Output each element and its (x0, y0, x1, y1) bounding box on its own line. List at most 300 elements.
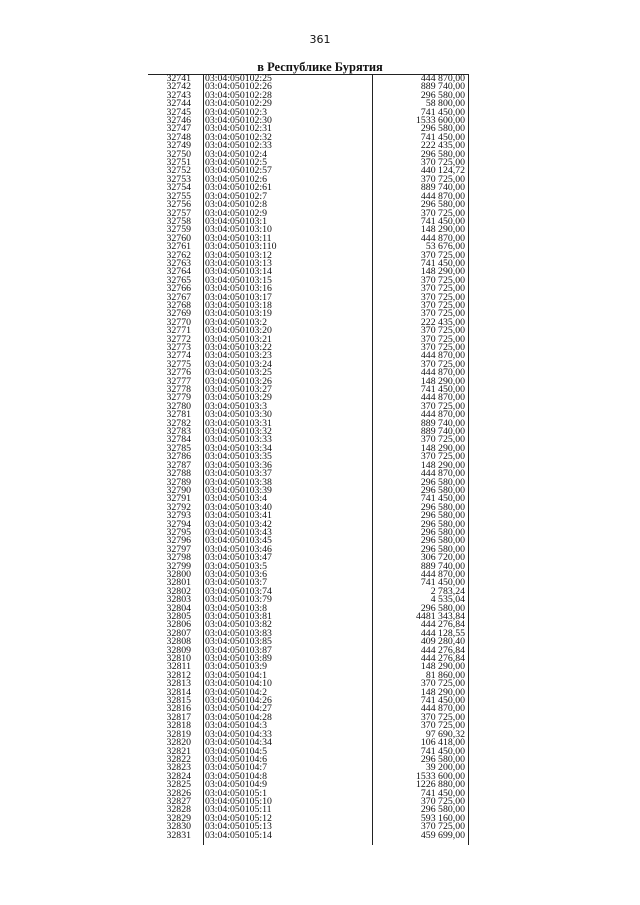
cadastral-value: 296 580,00 (420, 535, 465, 547)
cadastral-value: 148 290,00 (420, 266, 465, 278)
table-row (148, 184, 468, 192)
table-row (148, 243, 468, 251)
cadastral-number: 03:04:050102:9 (205, 207, 268, 219)
cadastral-value: 148 290,00 (420, 375, 465, 387)
table-row (148, 83, 468, 91)
table-body (148, 75, 468, 840)
cadastral-value: 296 580,00 (420, 123, 465, 135)
row-number: 32792 (166, 501, 191, 513)
cadastral-value: 2 783,24 (430, 585, 465, 597)
table-row (148, 663, 468, 671)
table-row (148, 159, 468, 167)
table-row (148, 215, 468, 227)
table-row (148, 518, 468, 530)
row-number: 32817 (166, 711, 191, 723)
row-number: 32755 (166, 190, 191, 202)
row-number: 32805 (166, 611, 191, 622)
page-number: 361 (309, 33, 331, 46)
table-row (148, 117, 468, 125)
cadastral-number: 03:04:050103:43 (205, 526, 272, 538)
cadastral-number: 03:04:050103:19 (205, 308, 272, 320)
cadastral-value: 444 276,84 (420, 619, 465, 631)
row-number: 32828 (166, 804, 191, 816)
row-number: 32785 (166, 442, 191, 454)
row-number: 32776 (166, 367, 191, 379)
row-number: 32800 (166, 568, 191, 580)
cadastral-value: 444 870,00 (420, 367, 465, 379)
row-number: 32762 (166, 249, 191, 261)
table-row (148, 386, 468, 394)
cadastral-number: 03:04:050102:5 (205, 157, 268, 169)
row-number: 32745 (166, 106, 191, 118)
row-number: 32773 (166, 342, 191, 353)
cadastral-value: 370 725,00 (420, 249, 465, 261)
table-row (148, 705, 468, 713)
cadastral-number: 03:04:050103:74 (205, 585, 272, 597)
table-row (148, 453, 468, 461)
cadastral-value: 444 870,00 (420, 409, 465, 421)
row-number: 32824 (166, 770, 191, 782)
cadastral-value: 459 699,00 (420, 829, 465, 841)
table-row (148, 476, 468, 488)
row-number: 32799 (166, 560, 191, 572)
row-number: 32807 (166, 627, 191, 639)
cadastral-value: 741 450,00 (420, 577, 465, 589)
cadastral-value: 370 725,00 (420, 173, 465, 185)
cadastral-number: 03:04:050105:12 (205, 812, 272, 824)
table-row (148, 207, 468, 219)
table-row (148, 512, 468, 520)
table-row (148, 299, 468, 311)
table-row (148, 568, 468, 580)
table-row (148, 394, 468, 402)
cadastral-number: 03:04:050104:26 (205, 695, 272, 707)
cadastral-value: 741 450,00 (420, 106, 465, 118)
table-row (148, 781, 468, 789)
cadastral-number: 03:04:050104:7 (205, 762, 268, 774)
table-row (148, 369, 468, 377)
table-row (148, 745, 468, 757)
cadastral-number: 03:04:050102:7 (205, 190, 268, 202)
cadastral-number: 03:04:050103:87 (205, 644, 272, 656)
row-number: 32775 (166, 358, 191, 370)
cadastral-number: 03:04:050103:35 (205, 451, 272, 463)
cadastral-value: 370 725,00 (420, 400, 465, 412)
row-number: 32788 (166, 468, 191, 480)
cadastral-number: 03:04:050103:40 (205, 501, 272, 513)
row-number: 32760 (166, 232, 191, 244)
table-row (148, 554, 468, 562)
cadastral-number: 03:04:050103:45 (205, 535, 272, 547)
table-row (148, 249, 468, 261)
cadastral-number: 03:04:050102:61 (205, 182, 272, 194)
row-number: 32753 (166, 173, 191, 185)
cadastral-value: 889 740,00 (420, 81, 465, 93)
table-row (148, 428, 468, 436)
cadastral-number: 03:04:050103:6 (205, 568, 268, 580)
table-row (148, 627, 468, 639)
cadastral-number: 03:04:050103:2 (205, 316, 268, 328)
table-row (148, 148, 468, 160)
table-row (148, 728, 468, 740)
row-number: 32798 (166, 552, 191, 564)
cadastral-number: 03:04:050104:2 (205, 686, 268, 698)
cadastral-number: 03:04:050103:85 (205, 636, 272, 648)
cadastral-value: 296 580,00 (420, 476, 465, 488)
row-number: 32825 (166, 779, 191, 791)
cadastral-number: 03:04:050104:10 (205, 678, 272, 690)
row-number: 32796 (166, 535, 191, 547)
table-row (148, 125, 468, 133)
cadastral-number: 03:04:050103:12 (205, 249, 272, 261)
row-number: 32811 (166, 661, 191, 673)
cadastral-number: 03:04:050103:15 (205, 274, 272, 286)
table-row (148, 579, 468, 587)
cadastral-value: 296 580,00 (420, 148, 465, 160)
table-row (148, 442, 468, 454)
cadastral-value: 370 725,00 (420, 299, 465, 311)
table-row (148, 484, 468, 496)
cadastral-value: 296 580,00 (420, 753, 465, 765)
row-number: 32813 (166, 678, 191, 690)
cadastral-value: 296 580,00 (420, 89, 465, 101)
table-row (148, 100, 468, 108)
cadastral-number: 03:04:050103:47 (205, 552, 272, 564)
row-number: 32794 (166, 518, 191, 530)
table-row (148, 89, 468, 101)
row-number: 32810 (166, 653, 191, 665)
row-number: 32742 (166, 81, 191, 93)
row-number: 32766 (166, 283, 191, 295)
table-row (148, 201, 468, 209)
row-number: 32746 (166, 115, 191, 127)
table-row (148, 585, 468, 597)
cadastral-number: 03:04:050103:27 (205, 384, 272, 396)
row-number: 32765 (166, 274, 191, 286)
cadastral-value: 593 160,00 (420, 812, 465, 824)
row-number: 32763 (166, 257, 191, 269)
cadastral-number: 03:04:050102:33 (205, 140, 272, 152)
row-number: 32759 (166, 224, 191, 236)
cadastral-number: 03:04:050104:33 (205, 728, 272, 740)
table-row (148, 411, 468, 419)
cadastral-value: 4481 343,84 (416, 611, 465, 622)
cadastral-value: 741 450,00 (420, 493, 465, 505)
row-number: 32823 (166, 762, 191, 774)
cadastral-number: 03:04:050104:34 (205, 737, 272, 749)
cadastral-number: 03:04:050105:1 (205, 787, 268, 799)
cadastral-value: 106 418,00 (420, 737, 465, 749)
cadastral-number: 03:04:050103:29 (205, 392, 272, 404)
cadastral-value: 222 435,00 (420, 140, 465, 152)
cadastral-value: 296 580,00 (420, 518, 465, 530)
row-number: 32748 (166, 131, 191, 143)
table-row (148, 358, 468, 370)
row-number: 32782 (166, 417, 191, 429)
cadastral-number: 03:04:050103:7 (205, 577, 268, 589)
cadastral-value: 296 580,00 (420, 484, 465, 496)
cadastral-value: 296 580,00 (420, 804, 465, 816)
row-number: 32784 (166, 434, 191, 446)
row-number: 32774 (166, 350, 191, 362)
cadastral-number: 03:04:050104:28 (205, 711, 272, 723)
table-row (148, 436, 468, 444)
table-row (148, 621, 468, 629)
cadastral-value: 296 580,00 (420, 602, 465, 614)
row-number: 32803 (166, 594, 191, 606)
cadastral-value: 370 725,00 (420, 451, 465, 463)
table-row (148, 167, 468, 175)
table-row (148, 232, 468, 244)
cadastral-number: 03:04:050102:4 (205, 148, 268, 160)
cadastral-value: 1533 600,00 (416, 115, 465, 127)
cadastral-number: 03:04:050102:25 (205, 73, 272, 84)
cadastral-number: 03:04:050103:79 (205, 594, 272, 606)
row-number: 32768 (166, 299, 191, 311)
cadastral-number: 03:04:050104:9 (205, 779, 268, 791)
row-number: 32769 (166, 308, 191, 320)
row-number: 32815 (166, 695, 191, 707)
table-row (148, 669, 468, 681)
cadastral-value: 370 725,00 (420, 333, 465, 345)
cadastral-value: 889 740,00 (420, 426, 465, 438)
table-row (148, 644, 468, 656)
cadastral-value: 409 280,40 (420, 636, 465, 648)
row-number: 32777 (166, 375, 191, 387)
table-row (148, 795, 468, 807)
row-number: 32822 (166, 753, 191, 765)
cadastral-value: 444 870,00 (420, 350, 465, 362)
row-number: 32801 (166, 577, 191, 589)
cadastral-number: 03:04:050103:26 (205, 375, 272, 387)
cadastral-value: 222 435,00 (420, 316, 465, 328)
row-number: 32743 (166, 89, 191, 101)
row-number: 32818 (166, 720, 191, 732)
table-row (148, 310, 468, 318)
data-table (148, 74, 469, 845)
cadastral-value: 370 725,00 (420, 358, 465, 370)
table-row (148, 806, 468, 814)
cadastral-value: 296 580,00 (420, 543, 465, 555)
cadastral-value: 741 450,00 (420, 384, 465, 396)
cadastral-value: 81 860,00 (425, 669, 465, 681)
row-number: 32804 (166, 602, 191, 614)
cadastral-number: 03:04:050103:110 (205, 241, 277, 253)
table-row (148, 173, 468, 185)
cadastral-value: 444 128,55 (420, 627, 465, 639)
cadastral-value: 440 124,72 (420, 165, 465, 177)
cadastral-value: 370 725,00 (420, 720, 465, 732)
cadastral-value: 741 450,00 (420, 745, 465, 757)
cadastral-number: 03:04:050105:11 (205, 804, 272, 816)
table-row (148, 697, 468, 705)
table-row (148, 501, 468, 513)
cadastral-value: 148 290,00 (420, 686, 465, 698)
cadastral-number: 03:04:050103:37 (205, 468, 272, 480)
cadastral-value: 370 725,00 (420, 678, 465, 690)
cadastral-value: 889 740,00 (420, 417, 465, 429)
table-row (148, 333, 468, 345)
table-row (148, 470, 468, 478)
cadastral-value: 296 580,00 (420, 510, 465, 522)
cadastral-value: 741 450,00 (420, 787, 465, 799)
row-number: 32814 (166, 686, 191, 698)
row-number: 32744 (166, 98, 191, 110)
table-row (148, 680, 468, 688)
cadastral-value: 741 450,00 (420, 695, 465, 707)
row-number: 32749 (166, 140, 191, 152)
cadastral-value: 370 725,00 (420, 291, 465, 303)
table-row (148, 274, 468, 286)
row-number: 32770 (166, 316, 191, 328)
table-row (148, 285, 468, 293)
cadastral-value: 444 870,00 (420, 190, 465, 202)
table-row (148, 226, 468, 234)
table-row (148, 190, 468, 202)
cadastral-value: 53 676,00 (425, 241, 465, 253)
cadastral-value: 444 276,84 (420, 653, 465, 665)
cadastral-value: 58 800,00 (425, 98, 465, 110)
table-row (148, 829, 468, 841)
cadastral-number: 03:04:050103:89 (205, 653, 272, 665)
cadastral-number: 03:04:050103:33 (205, 434, 272, 446)
table-row (148, 459, 468, 471)
row-number: 32789 (166, 476, 191, 488)
row-number: 32812 (166, 669, 191, 681)
table-row (148, 812, 468, 824)
table-row (148, 739, 468, 747)
cadastral-value: 741 450,00 (420, 257, 465, 269)
cadastral-number: 03:04:050102:8 (205, 199, 268, 211)
row-number: 32761 (166, 241, 191, 253)
cadastral-number: 03:04:050102:3 (205, 106, 268, 118)
table-row (148, 316, 468, 328)
cadastral-number: 03:04:050105:10 (205, 795, 272, 807)
cadastral-number: 03:04:050103:22 (205, 342, 272, 353)
column-divider (468, 75, 469, 845)
row-number: 32830 (166, 821, 191, 833)
cadastral-number: 03:04:050103:16 (205, 283, 272, 295)
table-row (148, 375, 468, 387)
row-number: 32809 (166, 644, 191, 656)
cadastral-number: 03:04:050104:1 (205, 669, 268, 681)
cadastral-number: 03:04:050104:6 (205, 753, 268, 765)
table-row (148, 495, 468, 503)
cadastral-number: 03:04:050103:9 (205, 661, 268, 673)
table-row (148, 722, 468, 730)
table-row (148, 655, 468, 663)
row-number: 32826 (166, 787, 191, 799)
cadastral-value: 370 725,00 (420, 157, 465, 169)
cadastral-value: 370 725,00 (420, 711, 465, 723)
cadastral-number: 03:04:050103:20 (205, 325, 272, 337)
cadastral-number: 03:04:050103:36 (205, 459, 272, 471)
cadastral-number: 03:04:050103:23 (205, 350, 272, 362)
table-row (148, 560, 468, 572)
table-row (148, 75, 468, 83)
row-number: 32783 (166, 426, 191, 438)
cadastral-number: 03:04:050103:30 (205, 409, 272, 421)
cadastral-value: 444 870,00 (420, 703, 465, 715)
cadastral-number: 03:04:050102:28 (205, 89, 272, 101)
cadastral-number: 03:04:050103:8 (205, 602, 268, 614)
cadastral-value: 39 200,00 (425, 762, 465, 774)
table-row (148, 686, 468, 698)
cadastral-number: 03:04:050103:32 (205, 426, 272, 438)
row-number: 32754 (166, 182, 191, 194)
cadastral-value: 370 725,00 (420, 821, 465, 833)
cadastral-value: 296 580,00 (420, 501, 465, 513)
cadastral-value: 370 725,00 (420, 308, 465, 320)
cadastral-number: 03:04:050103:42 (205, 518, 272, 530)
table-row (148, 352, 468, 360)
cadastral-number: 03:04:050103:31 (205, 417, 272, 429)
cadastral-value: 444 870,00 (420, 568, 465, 580)
cadastral-value: 444 870,00 (420, 468, 465, 480)
table-row (148, 400, 468, 412)
table-row (148, 753, 468, 765)
cadastral-number: 03:04:050103:46 (205, 543, 272, 555)
table-row (148, 823, 468, 831)
cadastral-number: 03:04:050102:29 (205, 98, 272, 110)
cadastral-number: 03:04:050102:26 (205, 81, 272, 93)
row-number: 32827 (166, 795, 191, 807)
cadastral-number: 03:04:050103:83 (205, 627, 272, 639)
row-number: 32808 (166, 636, 191, 648)
row-number: 32741 (166, 73, 191, 84)
row-number: 32829 (166, 812, 191, 824)
cadastral-number: 03:04:050103:41 (205, 510, 272, 522)
cadastral-value: 370 725,00 (420, 325, 465, 337)
cadastral-number: 03:04:050103:25 (205, 367, 272, 379)
cadastral-number: 03:04:050102:6 (205, 173, 268, 185)
cadastral-number: 03:04:050104:5 (205, 745, 268, 757)
cadastral-number: 03:04:050103:18 (205, 299, 272, 311)
row-number: 32772 (166, 333, 191, 345)
row-number: 32795 (166, 526, 191, 538)
cadastral-number: 03:04:050103:14 (205, 266, 272, 278)
cadastral-number: 03:04:050102:57 (205, 165, 272, 177)
cadastral-number: 03:04:050103:24 (205, 358, 272, 370)
cadastral-value: 370 725,00 (420, 274, 465, 286)
cadastral-number: 03:04:050103:4 (205, 493, 268, 505)
row-number: 32820 (166, 737, 191, 749)
cadastral-number: 03:04:050103:13 (205, 257, 272, 269)
cadastral-number: 03:04:050102:30 (205, 115, 272, 127)
cadastral-value: 889 740,00 (420, 182, 465, 194)
row-number: 32831 (166, 829, 191, 841)
cadastral-number: 03:04:050104:8 (205, 770, 268, 782)
cadastral-number: 03:04:050103:34 (205, 442, 272, 454)
row-number: 32757 (166, 207, 191, 219)
cadastral-number: 03:04:050105:14 (205, 829, 272, 841)
cadastral-value: 444 276,84 (420, 644, 465, 656)
cadastral-value: 741 450,00 (420, 131, 465, 143)
row-number: 32793 (166, 510, 191, 522)
cadastral-value: 444 870,00 (420, 73, 465, 84)
cadastral-number: 03:04:050103:81 (205, 611, 272, 622)
cadastral-value: 296 580,00 (420, 526, 465, 538)
table-row (148, 417, 468, 429)
row-number: 32780 (166, 400, 191, 412)
table-row (148, 711, 468, 723)
table-row (148, 543, 468, 555)
row-number: 32778 (166, 384, 191, 396)
cadastral-value: 148 290,00 (420, 459, 465, 471)
table-row (148, 613, 468, 621)
row-number: 32787 (166, 459, 191, 471)
cadastral-number: 03:04:050103:3 (205, 400, 268, 412)
